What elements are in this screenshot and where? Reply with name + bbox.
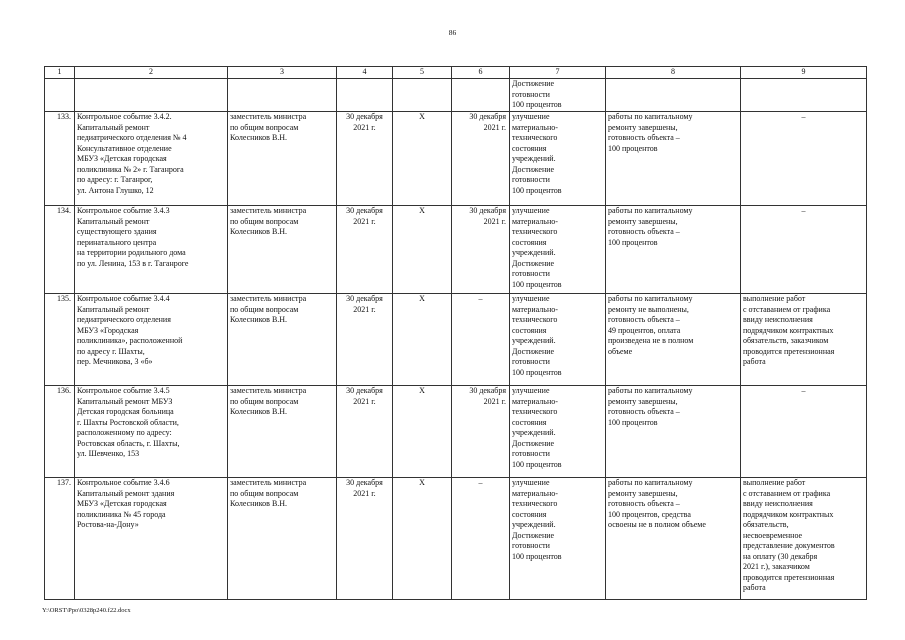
- row-number: 137.: [45, 478, 75, 600]
- header-col-1: 1: [45, 67, 75, 79]
- responsible: заместитель министра по общим вопросам Колесников В.Н.: [228, 112, 337, 206]
- header-row: [45, 67, 867, 79]
- fact-date: –: [452, 478, 510, 600]
- note: выполнение работ с отставанием от графика ввиду неисполнения подрядчиком контрактных обязательств, заказчиком проводится претензионная работа: [741, 294, 867, 386]
- control-event: Контрольное событие 3.4.5 Капитальный ремонт МБУЗ Детская городская больница г. Шахты Ростовской области, расположенному по адресу: Ростовская область, г. Шахты, ул. Шевченко, 153: [75, 386, 228, 478]
- note: –: [741, 206, 867, 294]
- control-event: Контрольное событие 3.4.6 Капитальный ремонт здания МБУЗ «Детская городская поликлиника № 45 города Ростова-на-Дону»: [75, 478, 228, 600]
- table-row-135: [45, 294, 867, 386]
- status: работы по капитальному ремонту не выполнены, готовность объекта – 49 процентов, оплата произведена не в полном объеме: [606, 294, 741, 386]
- footer-file-path: Y:\ORST\Ppo\0328p240.f22.docx: [42, 607, 131, 614]
- plan-date: 30 декабря 2021 г.: [337, 206, 393, 294]
- status: работы по капитальному ремонту завершены, готовность объекта – 100 процентов, средства освоены не в полном объеме: [606, 478, 741, 600]
- result: улучшение материально- технического состояния учреждений. Достижение готовности 100 процентов: [510, 112, 606, 206]
- control-event: Контрольное событие 3.4.4 Капитальный ремонт педиатрического отделения МБУЗ «Городская поликлиника», расположенной по адресу г. Шахты, пер. Мечникова, 3 «б»: [75, 294, 228, 386]
- fact-date: 30 декабря 2021 г.: [452, 206, 510, 294]
- result: улучшение материально- технического состояния учреждений. Достижение готовности 100 процентов: [510, 386, 606, 478]
- control-event: Контрольное событие 3.4.2. Капитальный ремонт педиатрического отделения № 4 Консультативное отделение МБУЗ «Детская городская поликлиника № 2» г. Таганрога по адресу: г. Таганрог, ул. Антона Глушко, 12: [75, 112, 228, 206]
- responsible: заместитель министра по общим вопросам Колесников В.Н.: [228, 206, 337, 294]
- header-col-7: 7: [510, 67, 606, 79]
- result: улучшение материально- технического состояния учреждений. Достижение готовности 100 процентов: [510, 478, 606, 600]
- table-row-134: [45, 206, 867, 294]
- plan-date: 30 декабря 2021 г.: [337, 112, 393, 206]
- responsible: заместитель министра по общим вопросам Колесников В.Н.: [228, 294, 337, 386]
- control-event: Контрольное событие 3.4.3 Капитальный ремонт существующего здания перинатального центра на территории родильного дома по ул. Ленина, 153 в г. Таганроге: [75, 206, 228, 294]
- note: –: [741, 386, 867, 478]
- note: выполнение работ с отставанием от графика ввиду неисполнения подрядчиком контрактных обязательств, несвоевременное представление документов на оплату (30 декабря 2021 г.), заказчиком проводится претензионная работа: [741, 478, 867, 600]
- responsible: заместитель министра по общим вопросам Колесников В.Н.: [228, 478, 337, 600]
- note: –: [741, 112, 867, 206]
- header-col-4: 4: [337, 67, 393, 79]
- table-row-133: [45, 112, 867, 206]
- header-col-3: 3: [228, 67, 337, 79]
- row-number: 136.: [45, 386, 75, 478]
- plan-date: 30 декабря 2021 г.: [337, 294, 393, 386]
- header-col-8: 8: [606, 67, 741, 79]
- plan-date: 30 декабря 2021 г.: [337, 478, 393, 600]
- fact-date: 30 декабря 2021 г.: [452, 386, 510, 478]
- plan-date: 30 декабря 2021 г.: [337, 386, 393, 478]
- report-table: [44, 66, 867, 600]
- continuation-row: [45, 79, 867, 112]
- responsible: заместитель министра по общим вопросам Колесников В.Н.: [228, 386, 337, 478]
- row-number: 134.: [45, 206, 75, 294]
- header-col-5: 5: [393, 67, 452, 79]
- status: работы по капитальному ремонту завершены, готовность объекта – 100 процентов: [606, 206, 741, 294]
- col5-mark: Х: [393, 206, 452, 294]
- header-col-6: 6: [452, 67, 510, 79]
- header-col-9: 9: [741, 67, 867, 79]
- result: улучшение материально- технического состояния учреждений. Достижение готовности 100 процентов: [510, 206, 606, 294]
- result: улучшение материально- технического состояния учреждений. Достижение готовности 100 процентов: [510, 294, 606, 386]
- table-row-137: [45, 478, 867, 600]
- continuation-result: Достижение готовности 100 процентов: [510, 79, 606, 112]
- status: работы по капитальному ремонту завершены, готовность объекта – 100 процентов: [606, 112, 741, 206]
- col5-mark: Х: [393, 478, 452, 600]
- table-row-136: [45, 386, 867, 478]
- fact-date: 30 декабря 2021 г.: [452, 112, 510, 206]
- col5-mark: Х: [393, 112, 452, 206]
- status: работы по капитальному ремонту завершены, готовность объекта – 100 процентов: [606, 386, 741, 478]
- row-number: 133.: [45, 112, 75, 206]
- col5-mark: Х: [393, 386, 452, 478]
- page-number: 86: [448, 28, 457, 37]
- row-number: 135.: [45, 294, 75, 386]
- col5-mark: Х: [393, 294, 452, 386]
- fact-date: –: [452, 294, 510, 386]
- header-col-2: 2: [75, 67, 228, 79]
